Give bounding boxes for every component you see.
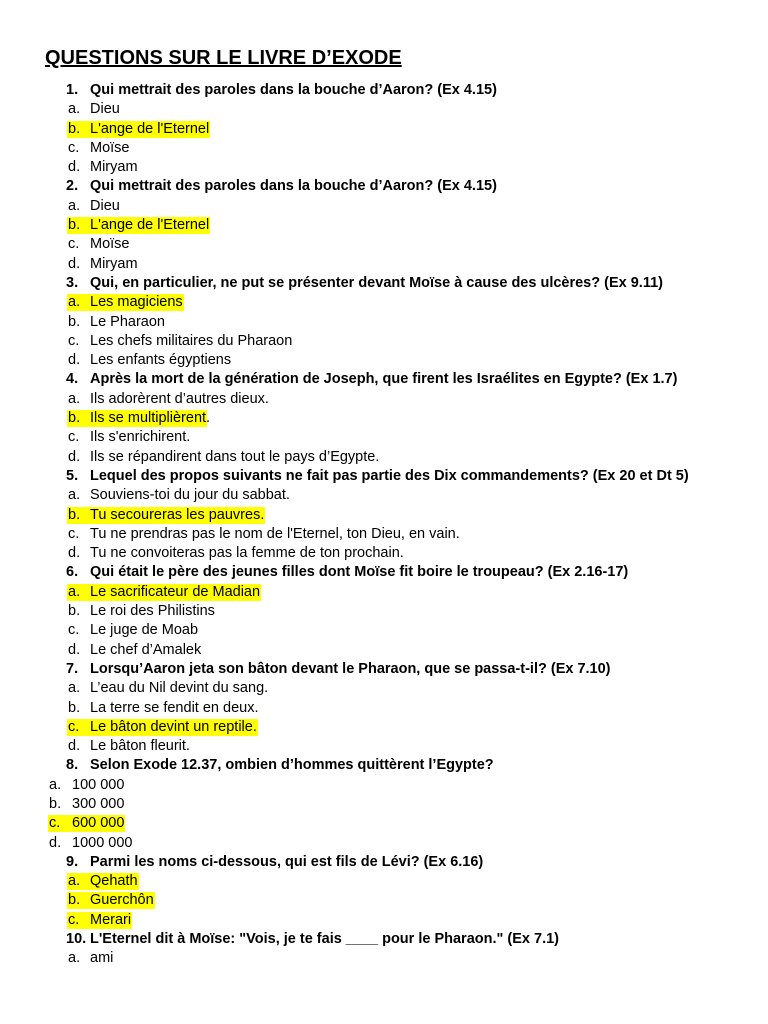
option-letter: d. (49, 834, 62, 851)
option-letter: a. (68, 583, 81, 600)
option-text: Ils s'enrichirent. (90, 429, 191, 446)
answer-option (0, 891, 768, 910)
option-letter: d. (68, 255, 81, 272)
answer-option (0, 313, 768, 332)
option-letter: a. (68, 294, 81, 311)
answer-option (0, 390, 768, 409)
option-letter: d. (68, 641, 81, 658)
answer-option (0, 235, 768, 254)
answer-option (0, 351, 768, 370)
option-letter: c. (68, 236, 80, 253)
question-3 (0, 274, 768, 293)
option-suffix: . (206, 410, 211, 427)
question-number: 2. (66, 178, 79, 195)
question-number: 3. (66, 274, 79, 291)
answer-option (0, 737, 768, 756)
option-letter: d. (68, 738, 81, 755)
option-letter: a. (68, 197, 81, 214)
answer-option (0, 158, 768, 177)
document-title: QUESTIONS SUR LE LIVRE D’EXODE (45, 47, 402, 69)
option-text: L'ange de l'Eternel (90, 217, 210, 234)
option-letter: b. (68, 217, 81, 234)
option-text: Le chef d’Amalek (90, 641, 202, 658)
question-number: 10. (66, 931, 87, 948)
option-text: L'ange de l'Eternel (90, 120, 210, 137)
answer-option (0, 602, 768, 621)
question-list (0, 81, 768, 969)
option-text: 1000 000 (72, 834, 133, 851)
question-text: Qui mettrait des paroles dans la bouche d’Aaron? (Ex 4.15) (90, 82, 497, 98)
option-text: Souviens-toi du jour du sabbat. (90, 487, 290, 504)
option-text: ami (90, 950, 114, 967)
option-text: Tu ne convoiteras pas la femme de ton prochain. (90, 545, 404, 562)
option-text: Miryam (90, 255, 138, 272)
answer-option (0, 872, 768, 891)
answer-option (0, 255, 768, 274)
option-text: Tu ne prendras pas le nom de l'Eternel, ton Dieu, en vain. (90, 525, 460, 542)
option-letter: d. (68, 352, 81, 369)
option-text: Le sacrificateur de Madian (90, 583, 261, 600)
question-number: 9. (66, 853, 79, 870)
option-text: 300 000 (72, 795, 125, 812)
answer-option (0, 120, 768, 139)
question-10 (0, 930, 768, 949)
question-number: 7. (66, 660, 79, 677)
answer-option (0, 139, 768, 158)
question-number: 5. (66, 467, 79, 484)
question-number: 1. (66, 82, 79, 98)
question-number: 8. (66, 757, 79, 774)
option-text: Miryam (90, 159, 138, 176)
question-number: 4. (66, 371, 79, 388)
answer-option (0, 506, 768, 525)
question-text: Qui mettrait des paroles dans la bouche d’Aaron? (Ex 4.15) (90, 178, 497, 195)
question-9 (0, 853, 768, 872)
option-text: Ils adorèrent d’autres dieux. (90, 390, 269, 407)
answer-option (0, 776, 768, 795)
answer-option (0, 834, 768, 853)
answer-option (0, 409, 768, 428)
answer-option (0, 428, 768, 447)
question-2 (0, 177, 768, 196)
question-5 (0, 467, 768, 486)
option-letter: b. (49, 795, 62, 812)
option-letter: a. (68, 873, 81, 890)
option-text: Le bâton fleurit. (90, 738, 190, 755)
option-letter: b. (68, 410, 81, 427)
option-text: Qehath (90, 873, 138, 890)
question-text: Selon Exode 12.37, ombien d’hommes quittèrent l’Egypte? (90, 757, 494, 774)
option-text: Moïse (90, 236, 130, 253)
option-letter: c. (68, 139, 80, 156)
question-text: Qui était le père des jeunes filles dont Moïse fit boire le troupeau? (Ex 2.16-17) (90, 564, 629, 581)
question-8 (0, 756, 768, 775)
option-text: Le bâton devint un reptile. (90, 718, 257, 735)
option-letter: d. (68, 159, 81, 176)
option-text: La terre se fendit en deux. (90, 699, 259, 716)
option-text: Ils se multiplièrent (90, 410, 207, 427)
option-letter: a. (68, 101, 81, 118)
question-text: Qui, en particulier, ne put se présenter devant Moïse à cause des ulcères? (Ex 9.11) (90, 274, 663, 291)
answer-option (0, 699, 768, 718)
answer-option (0, 814, 768, 833)
answer-option (0, 100, 768, 119)
option-text: Ils se répandirent dans tout le pays d’Egypte. (90, 448, 380, 465)
option-letter: a. (68, 390, 81, 407)
option-letter: c. (68, 622, 80, 639)
option-letter: a. (68, 487, 81, 504)
answer-option (0, 641, 768, 660)
answer-option (0, 448, 768, 467)
answer-option (0, 544, 768, 563)
question-text: L'Eternel dit à Moïse: "Vois, je te fais ____ pour le Pharaon." (Ex 7.1) (90, 931, 559, 948)
option-letter: b. (68, 603, 81, 620)
option-text: Merari (90, 911, 132, 928)
question-7 (0, 660, 768, 679)
option-letter: d. (68, 545, 81, 562)
question-number: 6. (66, 564, 79, 581)
question-text: Lequel des propos suivants ne fait pas partie des Dix commandements? (Ex 20 et Dt 5) (90, 467, 689, 484)
option-letter: b. (68, 120, 81, 137)
answer-option (0, 718, 768, 737)
option-letter: b. (68, 892, 81, 909)
option-text: Dieu (90, 101, 120, 118)
question-text: Après la mort de la génération de Joseph, que firent les Israélites en Egypte? (Ex 1.7) (90, 371, 678, 388)
answer-option (0, 293, 768, 312)
answer-option (0, 911, 768, 930)
question-6 (0, 563, 768, 582)
option-letter: a. (49, 776, 62, 793)
answer-option (0, 486, 768, 505)
option-text: L’eau du Nil devint du sang. (90, 680, 269, 697)
question-4 (0, 370, 768, 389)
option-letter: a. (68, 680, 81, 697)
answer-option (0, 949, 768, 968)
option-text: Les magiciens (90, 294, 183, 311)
option-letter: c. (49, 815, 61, 832)
option-text: Moïse (90, 139, 130, 156)
option-text: Les enfants égyptiens (90, 352, 232, 369)
option-text: 600 000 (72, 815, 125, 832)
question-text: Lorsqu’Aaron jeta son bâton devant le Pharaon, que se passa-t-il? (Ex 7.10) (90, 660, 611, 677)
option-letter: a. (68, 950, 81, 967)
option-letter: c. (68, 718, 80, 735)
option-letter: c. (68, 429, 80, 446)
option-text: Le Pharaon (90, 313, 165, 330)
option-letter: c. (68, 911, 80, 928)
answer-option (0, 525, 768, 544)
answer-option (0, 621, 768, 640)
option-text: 100 000 (72, 776, 125, 793)
option-letter: c. (68, 525, 80, 542)
option-letter: b. (68, 506, 81, 523)
answer-option (0, 216, 768, 235)
option-text: Dieu (90, 197, 120, 214)
answer-option (0, 583, 768, 602)
answer-option (0, 197, 768, 216)
option-text: Le roi des Philistins (90, 603, 215, 620)
answer-option (0, 795, 768, 814)
option-text: Tu secoureras les pauvres. (90, 506, 265, 523)
option-text: Le juge de Moab (90, 622, 199, 639)
question-text: Parmi les noms ci-dessous, qui est fils de Lévi? (Ex 6.16) (90, 853, 484, 870)
option-letter: b. (68, 699, 81, 716)
answer-option (0, 679, 768, 698)
option-letter: c. (68, 332, 80, 349)
option-letter: d. (68, 448, 81, 465)
option-text: Guerchôn (90, 892, 154, 909)
question-1 (0, 81, 768, 100)
answer-option (0, 332, 768, 351)
option-letter: b. (68, 313, 81, 330)
option-text: Les chefs militaires du Pharaon (90, 332, 293, 349)
